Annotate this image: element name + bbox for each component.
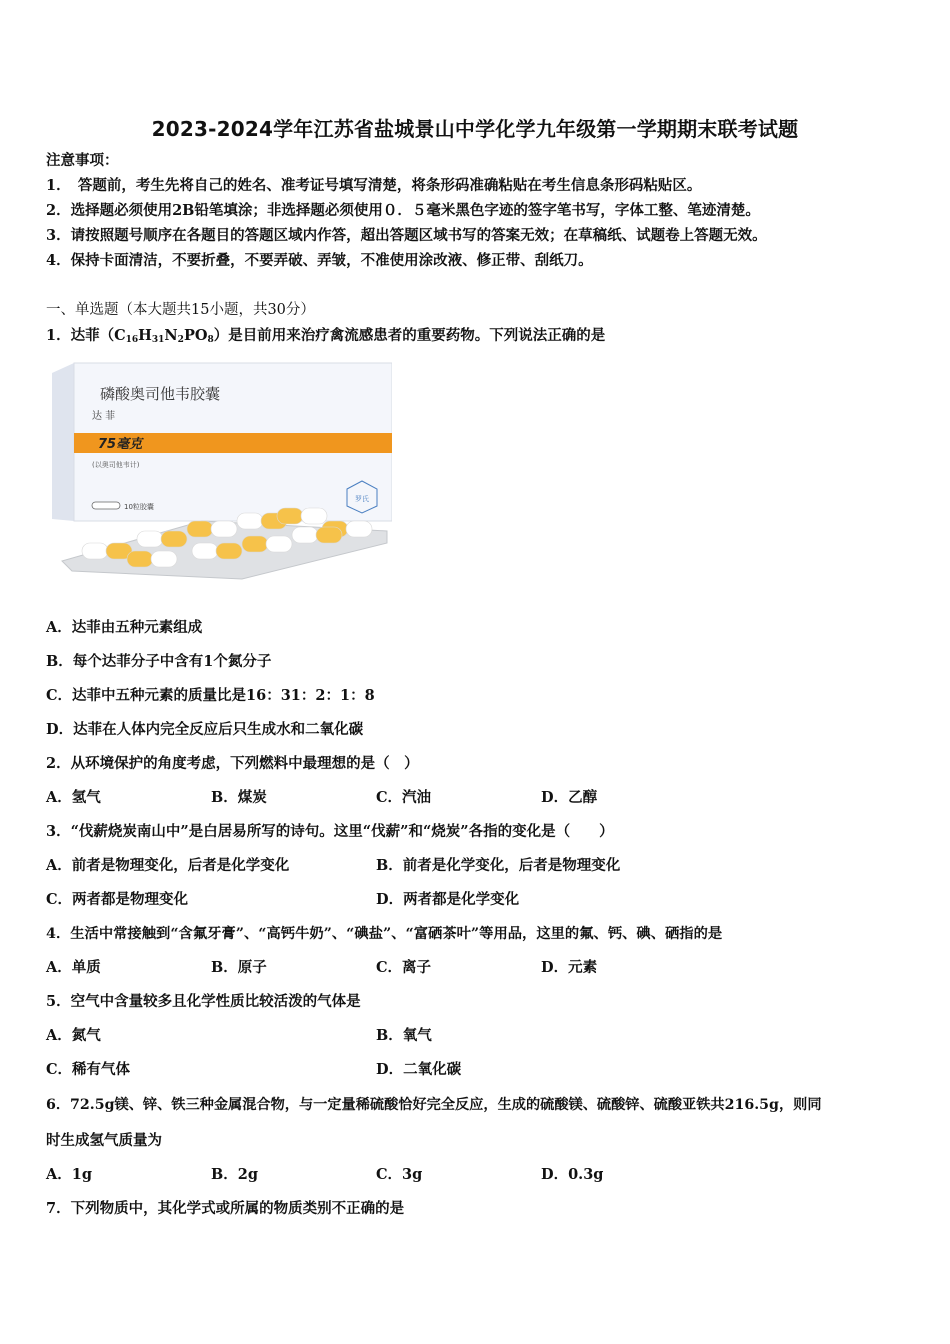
q5-option-d: D．二氧化碳 xyxy=(376,1061,462,1078)
q4-option-d: D．元素 xyxy=(541,959,598,976)
q1-option-c: C．达菲中五种元素的质量比是16：31：2：1：8 xyxy=(46,687,375,704)
box-maker: 罗氏 xyxy=(355,495,369,503)
notice-item-3: 3．请按照题号顺序在各题目的答题区域内作答，超出答题区域书写的答案无效；在草稿纸、试题卷上答题无效。 xyxy=(46,227,767,244)
box-brand: 达 菲 xyxy=(92,411,116,422)
q2-option-c: C．汽油 xyxy=(376,789,432,806)
q6-stem-line-1: 6．72.5g镁、锌、铁三种金属混合物，与一定量稀硫酸恰好完全反应，生成的硫酸镁、硫酸锌、硫酸亚铁共216.5g，则同 xyxy=(46,1097,822,1113)
medicine-box-image xyxy=(52,361,392,591)
box-note: (以奥司他韦计) xyxy=(92,461,140,469)
exam-title: 2023-2024学年江苏省盐城景山中学化学九年级第一学期期末联考试题 xyxy=(151,117,799,141)
box-drug-name: 磷酸奥司他韦胶囊 xyxy=(100,385,221,403)
q1-stem: 1．达菲$(C_{16}H_{31}N_2PO_8)$是目前用来治疗禽流感患者的重要药物。下列说法正确的是 xyxy=(46,327,606,345)
q2-stem: 2．从环境保护的角度考虑，下列燃料中最理想的是（ ） xyxy=(46,755,419,772)
q6-option-b: B．2g xyxy=(211,1166,258,1183)
q5-option-b: B．氧气 xyxy=(376,1027,432,1044)
notice-item-4: 4．保持卡面清洁，不要折叠，不要弄破、弄皱，不准使用涂改液、修正带、刮纸刀。 xyxy=(46,252,593,269)
q6-option-d: D．0.3g xyxy=(541,1166,604,1183)
q2-option-a: A．氢气 xyxy=(46,789,101,806)
q4-option-b: B．原子 xyxy=(211,959,267,976)
q4-option-c: C．离子 xyxy=(376,959,432,976)
q1-option-d: D．达菲在人体内完全反应后只生成水和二氧化碳 xyxy=(46,721,364,738)
q3-option-a: A．前者是物理变化，后者是化学变化 xyxy=(46,857,290,874)
q3-option-c: C．两者都是物理变化 xyxy=(46,891,189,908)
q4-stem: 4．生活中常接触到“含氟牙膏”、“高钙牛奶”、“碘盐”、“富硒茶叶”等用品，这里的氟、钙、碘、硒指的是 xyxy=(46,926,723,942)
q6-option-c: C．3g xyxy=(376,1166,423,1183)
box-count: 10粒胶囊 xyxy=(124,503,154,511)
q4-option-a: A．单质 xyxy=(46,959,101,976)
q6-option-a: A．1g xyxy=(46,1166,92,1183)
notice-item-2: 2．选择题必须使用2B铅笔填涂；非选择题必须使用０．５毫米黑色字迹的签字笔书写，字体工整、笔迹清楚。 xyxy=(46,202,760,219)
notice-heading: 注意事项： xyxy=(46,152,119,169)
q6-stem-line-2: 时生成氢气质量为 xyxy=(46,1132,162,1149)
q7-stem: 7．下列物质中，其化学式或所属的物质类别不正确的是 xyxy=(46,1200,405,1217)
q5-option-c: C．稀有气体 xyxy=(46,1061,131,1078)
q1-option-a: A．达菲由五种元素组成 xyxy=(46,619,203,636)
q3-option-b: B．前者是化学变化，后者是物理变化 xyxy=(376,857,621,874)
q2-option-b: B．煤炭 xyxy=(211,789,267,806)
q1-option-b: B．每个达菲分子中含有1个氮分子 xyxy=(46,653,272,670)
box-dose: 75毫克 xyxy=(98,437,143,452)
q5-option-a: A．氮气 xyxy=(46,1027,101,1044)
q3-option-d: D．两者都是化学变化 xyxy=(376,891,520,908)
q3-stem: 3．“伐薪烧炭南山中”是白居易所写的诗句。这里“伐薪”和“烧炭”各指的变化是（ ） xyxy=(46,823,614,840)
q1-formula: $C_{16}H_{31}N_2PO_8$ xyxy=(114,327,214,345)
q5-stem: 5．空气中含量较多且化学性质比较活泼的气体是 xyxy=(46,993,361,1010)
q2-option-d: D．乙醇 xyxy=(541,789,598,806)
notice-item-1: 1． 答题前，考生先将自己的姓名、准考证号填写清楚，将条形码准确粘贴在考生信息条形码粘贴区。 xyxy=(46,177,702,194)
section-heading: 一、单选题（本大题共15小题，共30分） xyxy=(46,302,315,318)
